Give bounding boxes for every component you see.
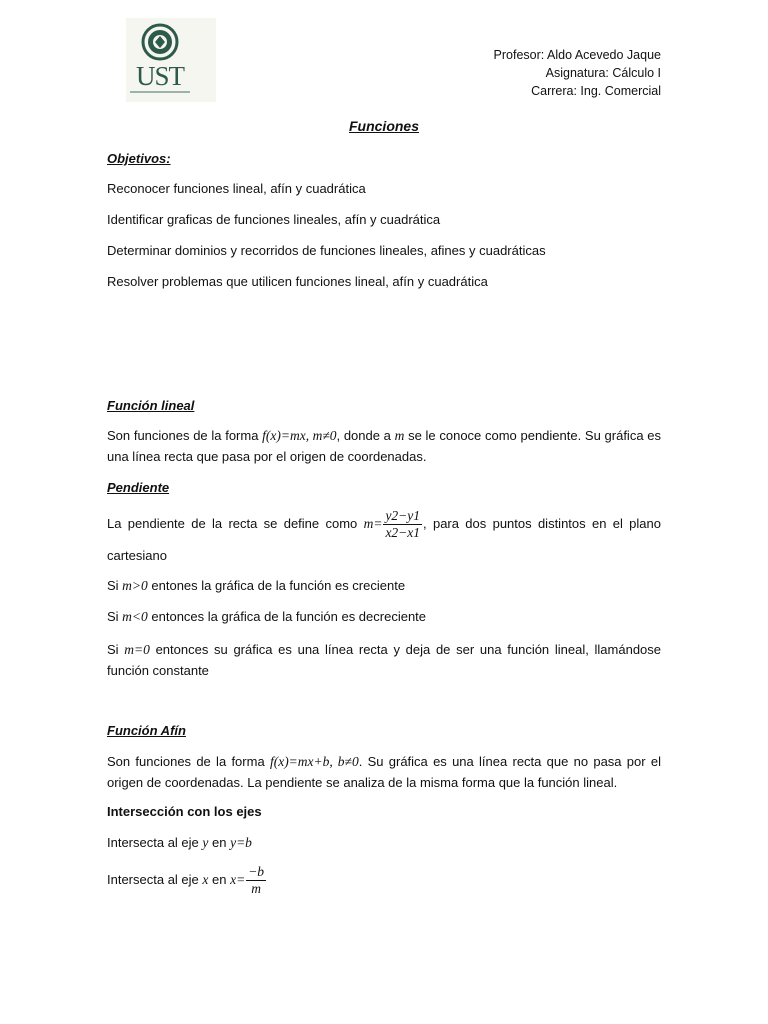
header-info <box>494 46 661 100</box>
funcion-lineal-heading: Función lineal <box>107 398 195 413</box>
x-intercept-fraction: $\frac{-b}{m}$ <box>248 864 265 896</box>
objetivo-item: Reconocer funciones lineal, afín y cuadrática <box>107 181 366 196</box>
ust-logo <box>126 18 216 102</box>
page-title: Funciones <box>348 118 419 134</box>
asignatura-line: Asignatura: Cálculo I <box>545 66 661 80</box>
logo-underline <box>130 91 190 93</box>
objetivo-item: Identificar graficas de funciones lineales, afín y cuadrática <box>107 212 441 227</box>
funcion-lineal-paragraph: Son funciones de la forma f(x)=mx, m≠0, donde a m se le conoce como pendiente. Su gráfica es una línea recta que pasa por el origen de coordenadas. <box>107 428 661 464</box>
objetivo-item: Resolver problemas que utilicen funciones lineal, afín y cuadrática <box>107 274 488 289</box>
interseccion-eje-y: Intersecta al eje y en y=b <box>107 835 252 850</box>
pendiente-paragraph: La pendiente de la recta se define como m= $\frac{y2-y1}{x2-x1}$ , para dos puntos distintos en el plano cartesiano <box>107 508 661 563</box>
slope-fraction: $\frac{y2-y1}{x2-x1}$ <box>385 508 421 540</box>
logo-text: UST <box>135 61 184 91</box>
interseccion-heading: Intersección con los ejes <box>107 804 262 819</box>
interseccion-eje-x: Intersecta al eje x en x= $\frac{-b}{m}$ <box>107 864 265 896</box>
pendiente-heading: Pendiente <box>107 480 170 495</box>
condicion-constante: Si m=0 entonces su gráfica es una línea recta y deja de ser una función lineal, llamándose función constante <box>107 642 662 678</box>
funcion-afin-paragraph: Son funciones de la forma f(x)=mx+b, b≠0. Su gráfica es una línea recta que no pasa por el origen de coordenadas. La pendiente se analiza de la misma forma que la función lineal. <box>107 754 661 790</box>
condicion-decreciente: Si m<0 entonces la gráfica de la función es decreciente <box>107 609 427 624</box>
seal-icon <box>140 22 180 62</box>
funcion-afin-heading: Función Afín <box>107 723 186 738</box>
formula-afin: f(x)=mx+b, b≠0 <box>269 754 359 769</box>
condicion-creciente: Si m>0 entones la gráfica de la función es creciente <box>107 578 406 593</box>
carrera-line: Carrera: Ing. Comercial <box>531 84 661 98</box>
objetivo-item: Determinar dominios y recorridos de funciones lineales, afines y cuadráticas <box>107 243 546 258</box>
objetivos-heading: Objetivos: <box>107 151 171 166</box>
profesor-line: Profesor: Aldo Acevedo Jaque <box>493 48 661 62</box>
formula-lineal: f(x)=mx, m≠0 <box>262 428 337 443</box>
